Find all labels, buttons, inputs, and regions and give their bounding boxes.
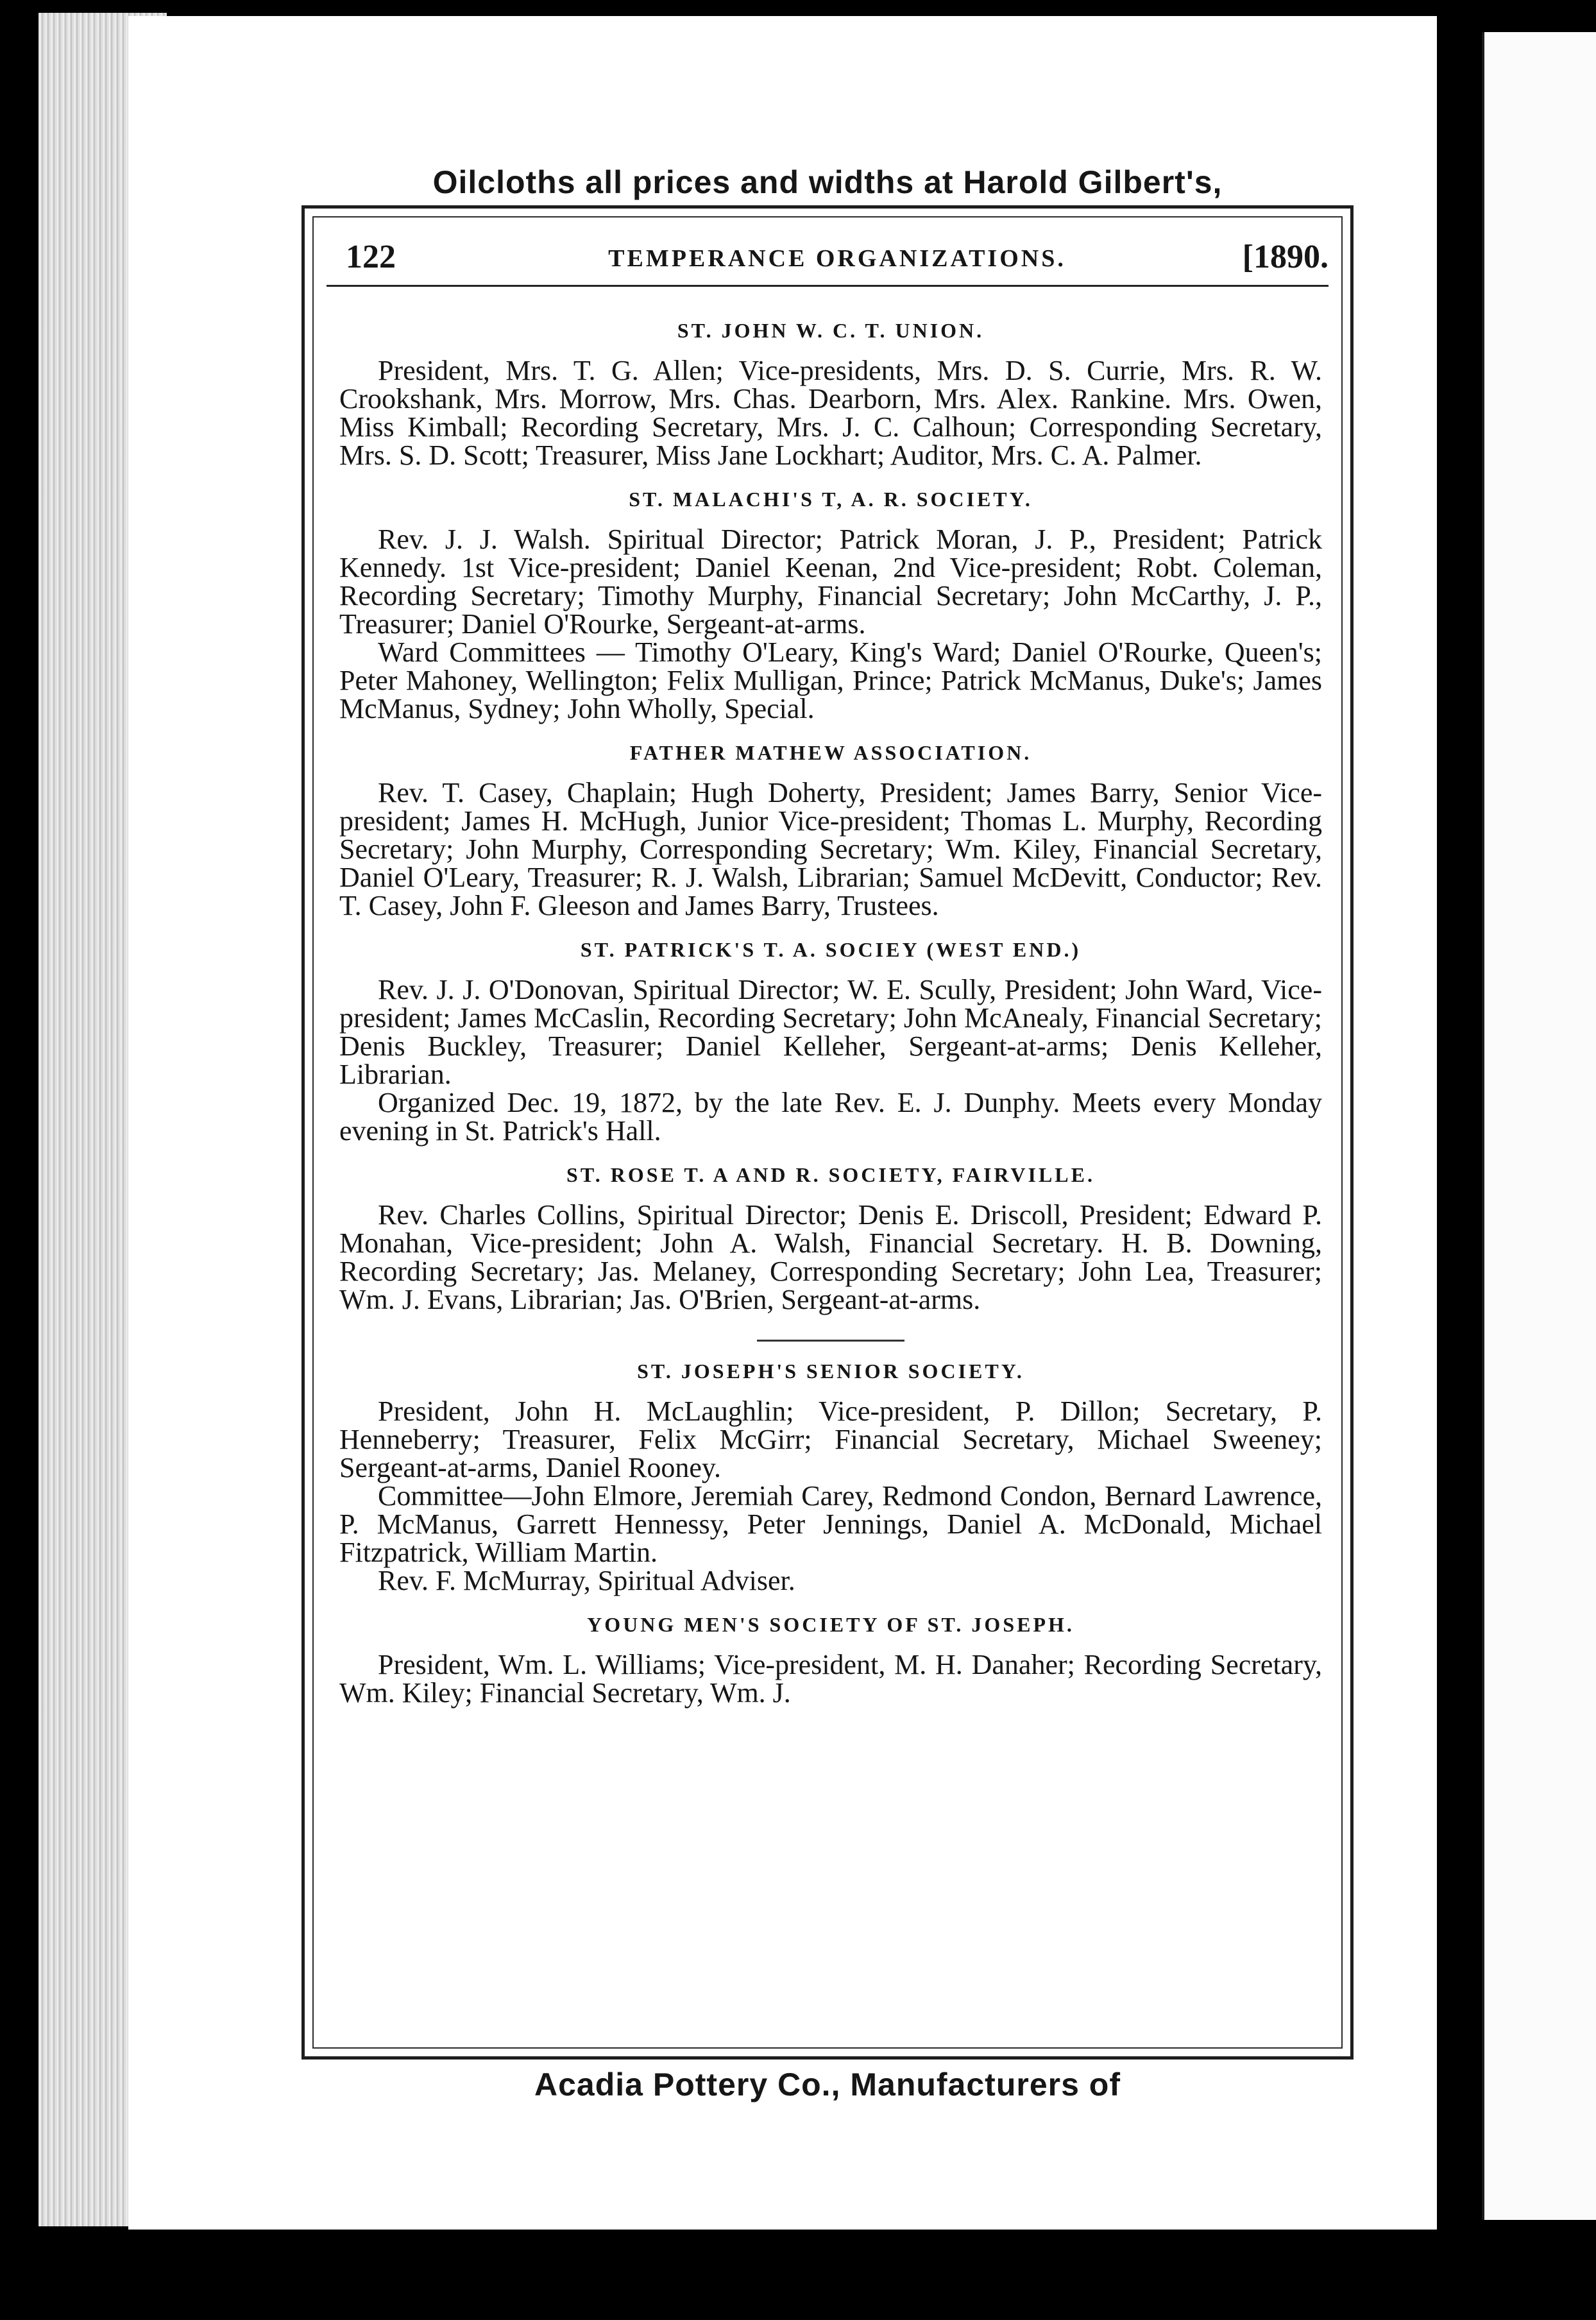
- running-head-title: TEMPERANCE ORGANIZATIONS.: [608, 245, 1066, 272]
- page-content: [339, 301, 1322, 1707]
- section-title: ST. ROSE T. A AND R. SOCIETY, FAIRVILLE.: [566, 1163, 1095, 1186]
- section-paragraph: Organized Dec. 19, 1872, by the late Rev. E. J. Dunphy. Meets every Monday evening in St. Patrick's Hall.: [339, 1087, 1322, 1147]
- section-paragraph: President, Wm. L. Williams; Vice-president, M. H. Danaher; Recording Secretary, Wm. Kiley; Financial Secretary, Wm. J.: [339, 1649, 1322, 1709]
- page-frame-inner: [312, 216, 1343, 2049]
- section-paragraph: Rev. T. Casey, Chaplain; Hugh Doherty, President; James Barry, Senior Vice-president; James H. McHugh, Junior Vice-president; Thomas L. Murphy, Recording Secretary; John Murphy, Corresponding Secretary; Wm. Kiley, Financial Secretary, Daniel O'Leary, Treasurer; R. J. Walsh, Librarian; Samuel McDevitt, Conductor; Rev. T. Casey, John F. Gleeson and James Barry, Trustees.: [339, 777, 1322, 921]
- section-title: ST. MALACHI'S T, A. R. SOCIETY.: [629, 488, 1033, 511]
- section-paragraph: Rev. J. J. Walsh. Spiritual Director; Patrick Moran, J. P., President; Patrick Kennedy. 1st Vice-president; Daniel Keenan, 2nd Vice-president; Robt. Coleman, Recording Secretary; Timothy Murphy, Financial Secretary; John McCarthy, J. P., Treasurer; Daniel O'Rourke, Sergeant-at-arms.: [339, 524, 1322, 640]
- section-title: YOUNG MEN'S SOCIETY OF ST. JOSEPH.: [587, 1613, 1074, 1636]
- section-paragraph: Rev. F. McMurray, Spiritual Adviser.: [378, 1565, 795, 1596]
- section-paragraph: President, Mrs. T. G. Allen; Vice-presidents, Mrs. D. S. Currie, Mrs. R. W. Crookshank, Mrs. Morrow, Mrs. Chas. Dearborn, Mrs. Alex. Rankine. Mrs. Owen, Miss Kimball; Recording Secretary, Mrs. J. C. Calhoun; Corresponding Secretary, Mrs. S. D. Scott; Treasurer, Miss Jane Lockhart; Auditor, Mrs. C. A. Palmer.: [339, 355, 1322, 471]
- section-st-patricks: [339, 938, 1322, 1145]
- section-st-rose: [339, 1163, 1322, 1314]
- running-head: [346, 238, 1329, 277]
- section-divider: [757, 1340, 904, 1342]
- running-head-year: [1890.: [1242, 239, 1329, 275]
- section-paragraph: Ward Committees — Timothy O'Leary, King's Ward; Daniel O'Rourke, Queen's; Peter Mahoney, Wellington; Felix Mulligan, Prince; Patrick McManus, Duke's; James McManus, Sydney; John Wholly, Special.: [339, 636, 1322, 724]
- page-number: 122: [346, 239, 396, 275]
- section-title: ST. PATRICK'S T. A. SOCIEY (WEST END.): [580, 938, 1082, 961]
- head-rule: [327, 285, 1329, 287]
- section-title: ST. JOSEPH'S SENIOR SOCIETY.: [637, 1360, 1024, 1383]
- bottom-advertisement: Acadia Pottery Co., Manufacturers of: [534, 2067, 1121, 2102]
- section-paragraph: Committee—John Elmore, Jeremiah Carey, Redmond Condon, Bernard Lawrence, P. McManus, Garrett Hennessy, Peter Jennings, Daniel A. McDonald, Michael Fitzpatrick, William Martin.: [339, 1480, 1322, 1568]
- section-st-malachis: [339, 488, 1322, 723]
- section-paragraph: Rev. Charles Collins, Spiritual Director; Denis E. Driscoll, President; Edward P. Monahan, Vice-president; John A. Walsh, Financial Secretary. H. B. Downing, Recording Secretary; Jas. Melaney, Corresponding Secretary; John Lea, Treasurer; Wm. J. Evans, Librarian; Jas. O'Brien, Sergeant-at-arms.: [339, 1199, 1322, 1315]
- section-paragraph: President, John H. McLaughlin; Vice-president, P. Dillon; Secretary, P. Henneberry; Treasurer, Felix McGirr; Financial Secretary, Michael Sweeney; Sergeant-at-arms, Daniel Rooney.: [339, 1395, 1322, 1483]
- section-st-john-wctu: [339, 319, 1322, 470]
- top-advertisement: Oilcloths all prices and widths at Harold Gilbert's,: [432, 164, 1223, 200]
- section-young-mens-st-joseph: [339, 1613, 1322, 1707]
- section-father-mathew: [339, 741, 1322, 920]
- page-frame: [301, 205, 1354, 2060]
- facing-page-edge: [1482, 32, 1596, 2220]
- section-title: FATHER MATHEW ASSOCIATION.: [629, 741, 1032, 764]
- section-st-josephs-senior: [339, 1360, 1322, 1595]
- section-paragraph: Rev. J. J. O'Donovan, Spiritual Director; W. E. Scully, President; John Ward, Vice-president; James McCaslin, Recording Secretary; John McAnealy, Financial Secretary; Denis Buckley, Treasurer; Daniel Kelleher, Sergeant-at-arms; Denis Kelleher, Librarian.: [339, 974, 1322, 1090]
- section-title: ST. JOHN W. C. T. UNION.: [677, 319, 985, 342]
